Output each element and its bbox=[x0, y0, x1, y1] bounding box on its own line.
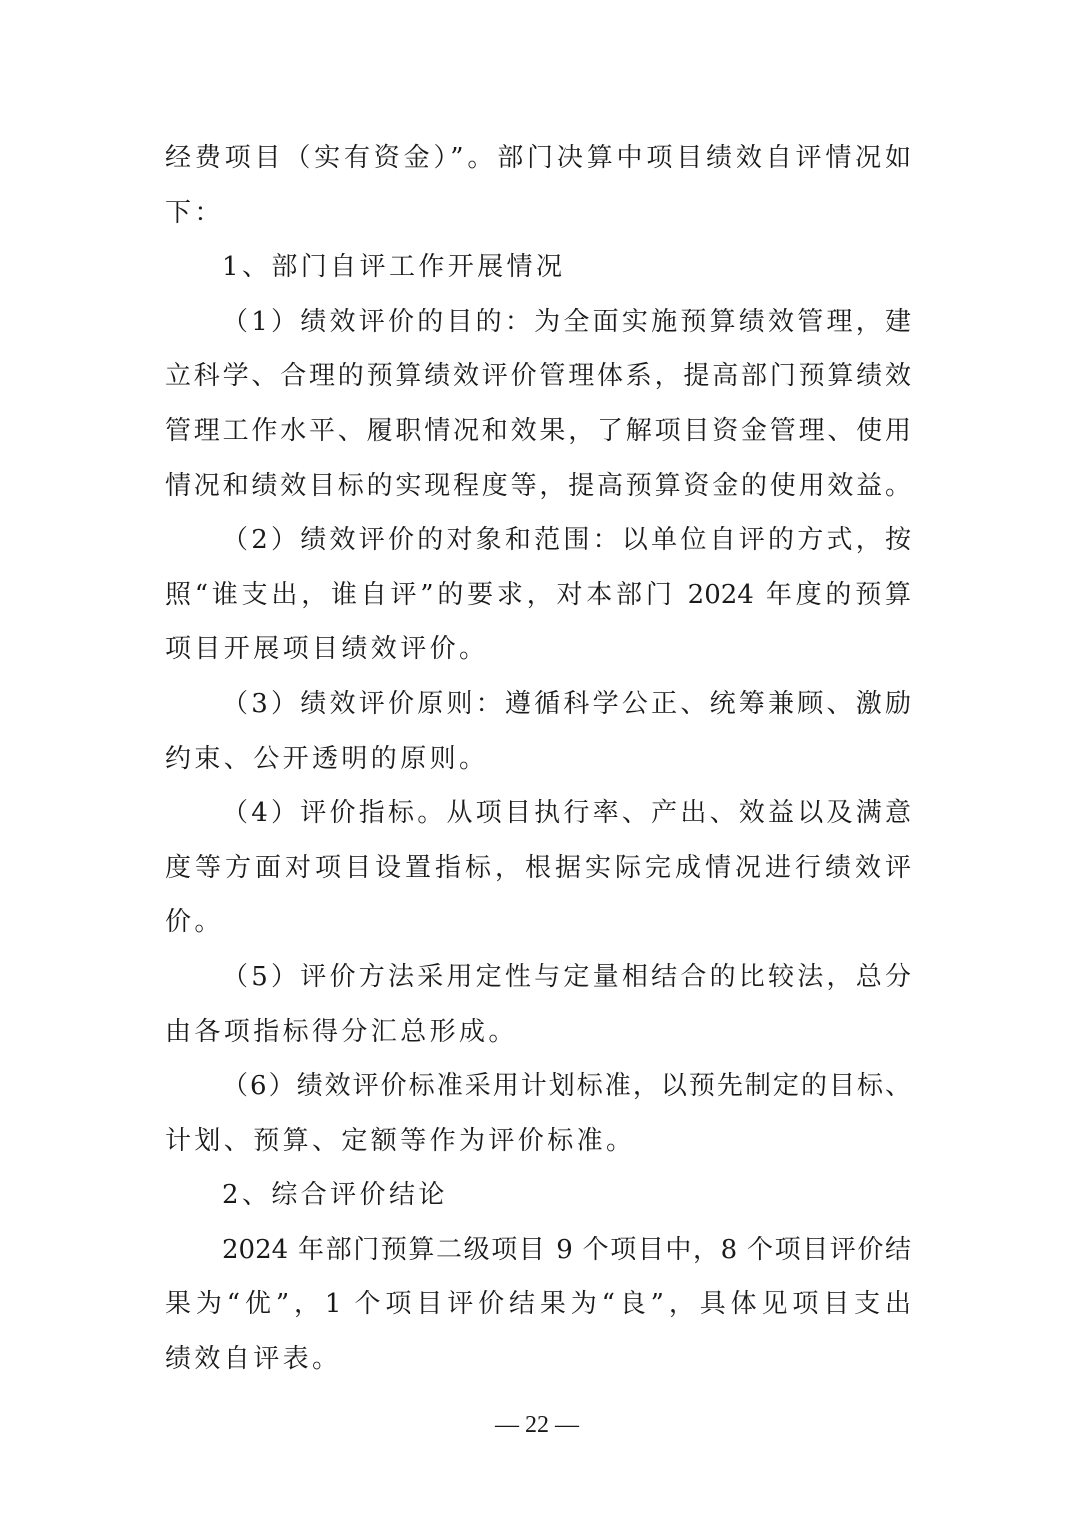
text-line: 管理工作水平、履职情况和效果，了解项目资金管理、使用 bbox=[165, 415, 911, 446]
text-line: 照“谁支出，谁自评”的要求，对本部门 2024 年度的预算 bbox=[165, 579, 911, 610]
document-body bbox=[165, 131, 911, 1387]
text-line: 计划、预算、定额等作为评价标准。 bbox=[165, 1125, 636, 1156]
paragraph bbox=[165, 1223, 911, 1387]
paragraph bbox=[165, 677, 911, 786]
text-line: 由各项指标得分汇总形成。 bbox=[165, 1016, 518, 1047]
text-line: 绩效自评表。 bbox=[165, 1344, 342, 1375]
text-line: 2024 年部门预算二级项目 9 个项目中，8 个项目评价结 bbox=[222, 1234, 911, 1265]
paragraph bbox=[165, 131, 911, 240]
text-line: （3）绩效评价原则：遵循科学公正、统筹兼顾、激励 bbox=[222, 688, 911, 719]
text-line: （2）绩效评价的对象和范围：以单位自评的方式，按 bbox=[222, 525, 911, 556]
text-line: 项目开展项目绩效评价。 bbox=[165, 634, 489, 665]
text-line: 约束、公开透明的原则。 bbox=[165, 743, 489, 774]
text-line: （1）绩效评价的目的：为全面实施预算绩效管理，建 bbox=[222, 306, 911, 337]
paragraph bbox=[165, 295, 911, 513]
paragraph bbox=[165, 513, 911, 677]
text-line: 经费项目（实有资金）”。部门决算中项目绩效自评情况如 bbox=[165, 143, 911, 173]
text-line: 价。 bbox=[165, 907, 224, 938]
text-line: （6）绩效评价标准采用计划标准，以预先制定的目标、 bbox=[222, 1071, 911, 1102]
text-line: 度等方面对项目设置指标，根据实际完成情况进行绩效评 bbox=[165, 852, 911, 883]
text-line: 情况和绩效目标的实现程度等，提高预算资金的使用效益。 bbox=[165, 470, 911, 501]
page-number: — 22 — bbox=[495, 1412, 579, 1438]
paragraph bbox=[165, 950, 911, 1059]
text-line: 下： bbox=[165, 197, 224, 228]
text-line: 果为“优”，1 个项目评价结果为“良”，具体见项目支出 bbox=[165, 1289, 911, 1320]
text-line: （4）评价指标。从项目执行率、产出、效益以及满意 bbox=[222, 798, 911, 829]
text-line: 立科学、合理的预算绩效评价管理体系，提高部门预算绩效 bbox=[165, 361, 911, 392]
text-line: （5）评价方法采用定性与定量相结合的比较法，总分 bbox=[222, 961, 911, 992]
paragraph bbox=[165, 786, 911, 950]
paragraph bbox=[165, 1059, 911, 1168]
paragraph bbox=[165, 1168, 911, 1223]
paragraph bbox=[165, 240, 911, 295]
text-line: 2、综合评价结论 bbox=[222, 1180, 448, 1211]
text-line: 1、部门自评工作开展情况 bbox=[222, 252, 566, 283]
